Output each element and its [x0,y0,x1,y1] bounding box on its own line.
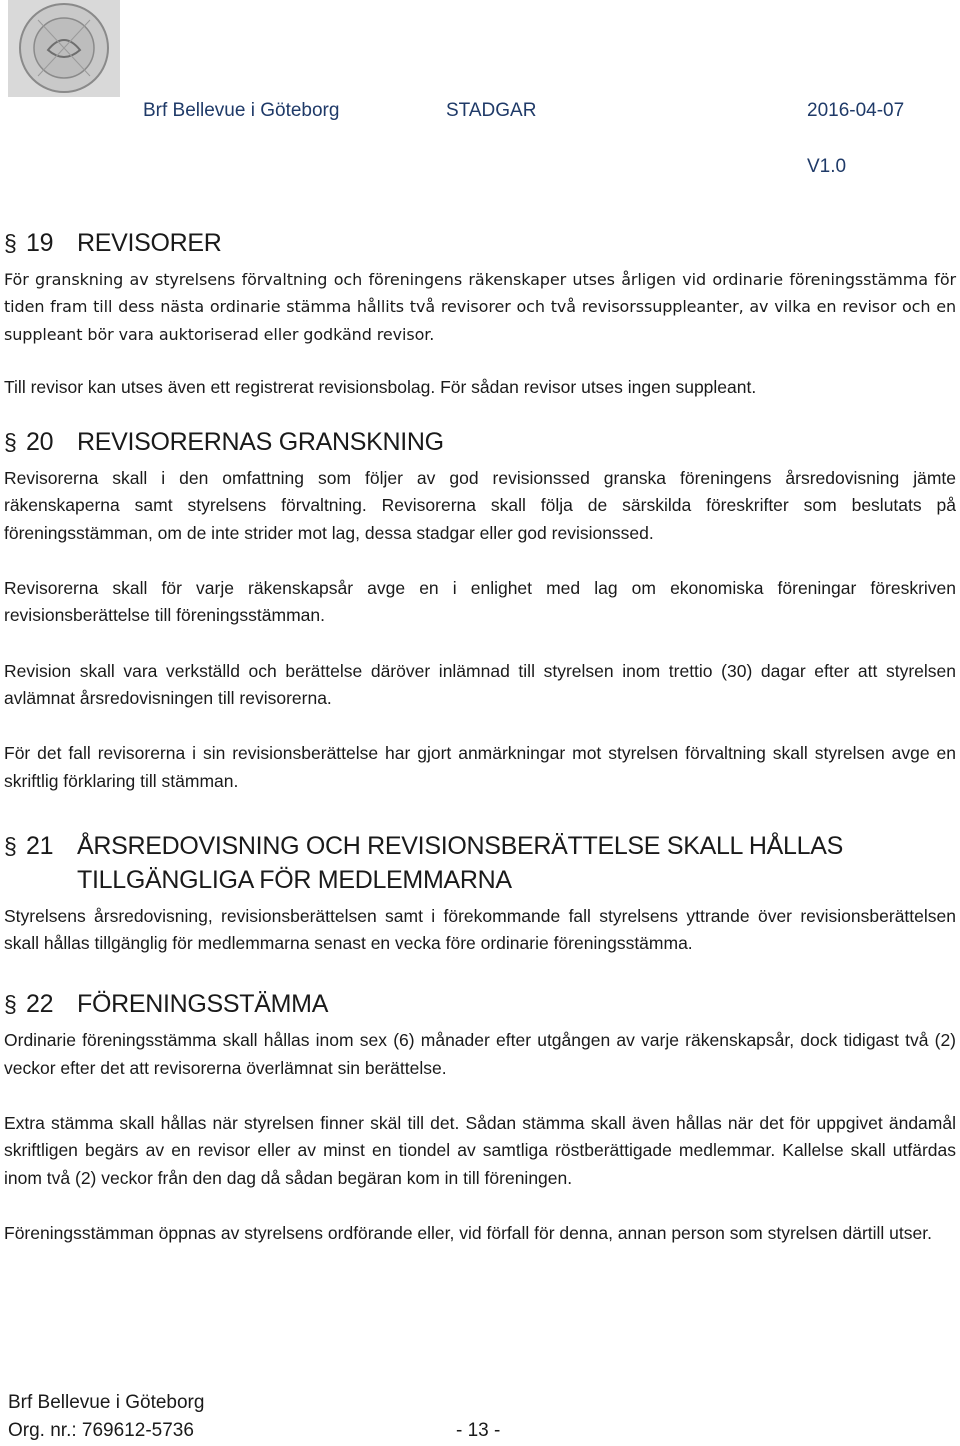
paragraph: För granskning av styrelsens förvaltning och föreningens räkenskaper utses årligen vid ordinarie föreningsstämma för tiden fram till dess nästa ordinarie stämma hållits två revisorer och två revisorssuppleanter, av vilka en revisor och en suppleant bör vara auktoriserad eller godkänd revisor. [4,270,956,344]
section-number: 19 [26,229,54,257]
header-date: 2016-04-07 [807,100,905,121]
section-heading-22 [4,987,956,1021]
document-body [4,226,956,1247]
section-title: FÖRENINGSSTÄMMA [77,990,329,1019]
section-title: REVISORERNAS GRANSKNING [77,428,444,457]
header-document-title: STADGAR [446,100,537,121]
paragraph: Revision skall vara verkställd och berättelse däröver inlämnad till styrelsen inom trettio (30) dagar efter att styrelsen avlämnat årsredovisningen till revisorerna. [4,660,956,708]
section-number: 22 [26,990,54,1019]
section-heading-19 [4,226,956,260]
paragraph: För det fall revisorerna i sin revisionsberättelse har gjort anmärkningar mot styrelsen förvaltning skall styrelsen avge en skriftlig förklaring till stämman. [4,743,956,791]
section-sign: § [4,429,17,456]
section-title: REVISORER [77,229,222,257]
brf-bellevue-seal-logo [8,0,120,97]
section-sign: § [4,230,17,256]
paragraph: Till revisor kan utses även ett registrerat revisionsbolag. För sådan revisor utses ingen suppleant. [4,376,757,397]
header-organization: Brf Bellevue i Göteborg [143,100,340,121]
paragraph: Ordinarie föreningsstämma skall hållas inom sex (6) månader efter utgången av varje räkenskapsår, dock tidigast två (2) veckor efter det att revisorerna överlämnat sin berättelse. [4,1030,956,1078]
paragraph: Styrelsens årsredovisning, revisionsberättelsen samt i förekommande fall styrelsens yttrande över revisionsberättelsen skall hållas tillgänglig för medlemmarna senast en vecka före ordinarie föreningsstämma. [4,905,956,954]
paragraph: Revisorerna skall i den omfattning som följer av god revisionssed granska föreningens årsredovisning jämte räkenskaperna samt styrelsens förvaltning. Revisorerna skall följa de särskilda föreskrifter som beslutats på föreningsstämman, om de inte strider mot lag, dessa stadgar eller god revisionssed. [4,468,956,543]
section-title: ÅRSREDOVISNING OCH REVISIONSBERÄTTELSE SKALL HÅLLAS TILLGÄNGLIGA FÖR MEDLEMMARNA [77,831,843,894]
header-version: V1.0 [807,156,847,177]
footer-org-number: Org. nr.: 769612-5736 [8,1420,194,1441]
section-sign: § [4,832,17,859]
section-heading-21 [4,829,956,897]
section-heading-20 [4,425,956,459]
section-number: 21 [26,831,54,860]
paragraph: Föreningsstämman öppnas av styrelsens ordförande eller, vid förfall för denna, annan person som styrelsen därtill utser. [4,1222,932,1243]
section-number: 20 [26,428,54,457]
footer-page-number: - 13 - [456,1420,501,1441]
paragraph: Extra stämma skall hållas när styrelsen finner skäl till det. Sådan stämma skall även hållas när det för uppgivet ändamål skriftligen begärs av en revisor eller av minst en tiondel av samtliga röstberättigade medlemmar. Kallelse skall utfärdas inom två (2) veckor från den dag då sådan begäran kom in till föreningen. [4,1113,956,1188]
footer-organization: Brf Bellevue i Göteborg [8,1392,205,1413]
paragraph: Revisorerna skall för varje räkenskapsår avge en i enlighet med lag om ekonomiska föreningar föreskriven revisionsberättelse till föreningsstämman. [4,578,956,626]
section-sign: § [4,991,17,1018]
